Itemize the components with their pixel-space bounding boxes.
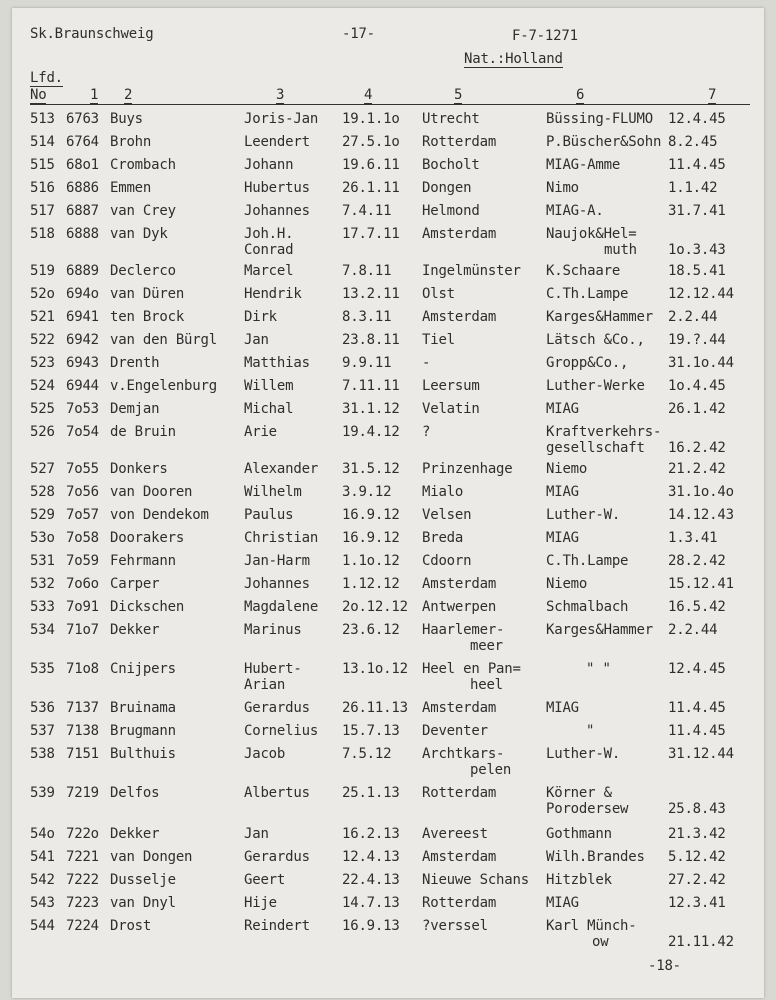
cell-nr: 7o54 — [66, 424, 99, 440]
cell-datum: 31.1o.4o — [668, 484, 734, 500]
cell-vorname: Johann — [244, 157, 294, 173]
cell-lfd: 53o — [30, 530, 55, 546]
cell-vorname: Matthias — [244, 355, 310, 371]
cell-lfd: 527 — [30, 461, 55, 477]
cell-nr: 7o57 — [66, 507, 99, 523]
column-header-lfd: Lfd. — [30, 70, 63, 86]
cell-firma: MIAG — [546, 530, 579, 546]
cell-firma: Gropp&Co., — [546, 355, 629, 371]
cell-nr: 6764 — [66, 134, 99, 150]
cell-lfd: 514 — [30, 134, 55, 150]
cell-nr: 71o7 — [66, 622, 99, 638]
cell-lfd: 532 — [30, 576, 55, 592]
cell-vorname: Alexander — [244, 461, 319, 477]
cell-lfd: 515 — [30, 157, 55, 173]
cell-firma: Hitzblek — [546, 872, 612, 888]
cell-nr: 7221 — [66, 849, 99, 865]
cell-geb: 13.2.11 — [342, 286, 400, 302]
cell-vorname: Albertus — [244, 785, 310, 801]
cell-firma: Luther-W. — [546, 746, 621, 762]
cell-datum: 12.4.45 — [668, 111, 726, 127]
cell-name: van den Bürgl — [110, 332, 217, 348]
cell-lfd: 52o — [30, 286, 55, 302]
cell-geb: 19.1.1o — [342, 111, 400, 127]
cell-name: de Bruin — [110, 424, 176, 440]
cell-datum: 26.1.42 — [668, 401, 726, 417]
cell-lfd: 54o — [30, 826, 55, 842]
cell-lfd: 537 — [30, 723, 55, 739]
cell-firma: C.Th.Lampe — [546, 286, 629, 302]
cell-firma: MIAG — [546, 401, 579, 417]
cell-vorname: Jacob — [244, 746, 286, 762]
cell-vorname: Marinus — [244, 622, 302, 638]
cell-name: Bruinama — [110, 700, 176, 716]
cell-firma2: muth — [604, 242, 637, 258]
cell-ort: Amsterdam — [422, 576, 497, 592]
cell-firma: Karges&Hammer — [546, 622, 653, 638]
cell-datum: 8.2.45 — [668, 134, 718, 150]
cell-vorname: Cornelius — [244, 723, 319, 739]
cell-datum: 27.2.42 — [668, 872, 726, 888]
cell-nr: 68o1 — [66, 157, 99, 173]
cell-vorname: Michal — [244, 401, 294, 417]
cell-geb: 7.4.11 — [342, 203, 392, 219]
cell-ort: Breda — [422, 530, 464, 546]
cell-ort: Antwerpen — [422, 599, 497, 615]
cell-vorname: Paulus — [244, 507, 294, 523]
cell-firma: MIAG-Amme — [546, 157, 621, 173]
cell-vorname: Wilhelm — [244, 484, 302, 500]
cell-geb: 31.1.12 — [342, 401, 400, 417]
cell-vorname: Jan — [244, 826, 269, 842]
cell-datum: 11.4.45 — [668, 157, 726, 173]
cell-datum: 18.5.41 — [668, 263, 726, 279]
footer-next-page: -18- — [648, 958, 681, 974]
cell-name: van Dyk — [110, 226, 168, 242]
cell-firma2: ow — [592, 934, 609, 950]
cell-datum: 12.3.41 — [668, 895, 726, 911]
cell-lfd: 516 — [30, 180, 55, 196]
cell-firma: " " — [586, 661, 611, 677]
cell-ort: ? — [422, 424, 431, 440]
cell-nr: 6889 — [66, 263, 99, 279]
cell-name: van Crey — [110, 203, 176, 219]
cell-vorname: Hendrik — [244, 286, 302, 302]
cell-firma: C.Th.Lampe — [546, 553, 629, 569]
cell-lfd: 535 — [30, 661, 55, 677]
cell-geb: 22.4.13 — [342, 872, 400, 888]
cell-datum: 1.3.41 — [668, 530, 718, 546]
cell-nr: 6888 — [66, 226, 99, 242]
cell-lfd: 525 — [30, 401, 55, 417]
cell-nr: 722o — [66, 826, 99, 842]
cell-nr: 6943 — [66, 355, 99, 371]
cell-datum: 12.12.44 — [668, 286, 734, 302]
cell-datum: 19.?.44 — [668, 332, 726, 348]
cell-nr: 7o59 — [66, 553, 99, 569]
cell-geb: 14.7.13 — [342, 895, 400, 911]
header-nationality: Nat.:Holland — [464, 51, 563, 67]
cell-nr: 6942 — [66, 332, 99, 348]
cell-lfd: 518 — [30, 226, 55, 242]
cell-ort: Heel en Pan= — [422, 661, 521, 677]
cell-geb: 19.4.12 — [342, 424, 400, 440]
cell-name: von Dendekom — [110, 507, 209, 523]
cell-firma: Büssing-FLUMO — [546, 111, 653, 127]
cell-vorname: Reindert — [244, 918, 310, 934]
cell-ort2: heel — [470, 677, 503, 693]
cell-nr: 6763 — [66, 111, 99, 127]
cell-name: v.Engelenburg — [110, 378, 217, 394]
cell-lfd: 524 — [30, 378, 55, 394]
cell-firma: K.Schaare — [546, 263, 621, 279]
document-page — [12, 8, 764, 998]
cell-name: Cnijpers — [110, 661, 176, 677]
cell-datum: 16.5.42 — [668, 599, 726, 615]
cell-firma2: gesellschaft — [546, 440, 645, 456]
header-rule — [30, 104, 750, 105]
cell-datum: 11.4.45 — [668, 723, 726, 739]
cell-name: Drost — [110, 918, 152, 934]
cell-vorname: Johannes — [244, 203, 310, 219]
cell-geb: 1.1o.12 — [342, 553, 400, 569]
cell-vorname: Hubert- — [244, 661, 302, 677]
cell-lfd: 519 — [30, 263, 55, 279]
cell-firma: Luther-Werke — [546, 378, 645, 394]
cell-vorname2: Arian — [244, 677, 286, 693]
column-header-6: 6 — [576, 87, 585, 103]
cell-firma: Körner & — [546, 785, 612, 801]
cell-firma: Wilh.Brandes — [546, 849, 645, 865]
cell-geb: 7.5.12 — [342, 746, 392, 762]
cell-nr: 7223 — [66, 895, 99, 911]
cell-nr: 71o8 — [66, 661, 99, 677]
cell-geb: 1.12.12 — [342, 576, 400, 592]
cell-geb: 26.1.11 — [342, 180, 400, 196]
cell-name: Carper — [110, 576, 160, 592]
cell-firma: MIAG — [546, 484, 579, 500]
cell-nr: 7o91 — [66, 599, 99, 615]
cell-datum: 28.2.42 — [668, 553, 726, 569]
cell-ort: Cdoorn — [422, 553, 472, 569]
cell-datum: 15.12.41 — [668, 576, 734, 592]
cell-datum: 21.11.42 — [668, 934, 734, 950]
column-header-1: 1 — [90, 87, 99, 103]
cell-nr: 694o — [66, 286, 99, 302]
cell-nr: 7o6o — [66, 576, 99, 592]
cell-name: van Dooren — [110, 484, 193, 500]
cell-nr: 7137 — [66, 700, 99, 716]
cell-ort: ?verssel — [422, 918, 488, 934]
cell-name: Brugmann — [110, 723, 176, 739]
header-camp: Sk.Braunschweig — [30, 26, 154, 42]
cell-firma: Kraftverkehrs- — [546, 424, 662, 440]
cell-ort: Olst — [422, 286, 455, 302]
cell-geb: 2o.12.12 — [342, 599, 408, 615]
cell-name: Dickschen — [110, 599, 185, 615]
cell-datum: 2.2.44 — [668, 622, 718, 638]
cell-datum: 1o.3.43 — [668, 242, 726, 258]
cell-nr: 6886 — [66, 180, 99, 196]
cell-vorname2: Conrad — [244, 242, 294, 258]
cell-geb: 15.7.13 — [342, 723, 400, 739]
cell-lfd: 534 — [30, 622, 55, 638]
cell-firma: Lätsch &Co., — [546, 332, 645, 348]
cell-datum: 31.7.41 — [668, 203, 726, 219]
cell-name: Fehrmann — [110, 553, 176, 569]
cell-firma: Gothmann — [546, 826, 612, 842]
cell-name: van Dnyl — [110, 895, 176, 911]
cell-lfd: 543 — [30, 895, 55, 911]
cell-geb: 16.9.12 — [342, 530, 400, 546]
cell-geb: 12.4.13 — [342, 849, 400, 865]
cell-vorname: Johannes — [244, 576, 310, 592]
cell-ort: Rotterdam — [422, 895, 497, 911]
cell-name: van Dongen — [110, 849, 193, 865]
cell-geb: 16.9.12 — [342, 507, 400, 523]
cell-datum: 31.12.44 — [668, 746, 734, 762]
cell-geb: 8.3.11 — [342, 309, 392, 325]
cell-name: Crombach — [110, 157, 176, 173]
cell-lfd: 529 — [30, 507, 55, 523]
cell-name: Dekker — [110, 622, 160, 638]
cell-lfd: 513 — [30, 111, 55, 127]
cell-lfd: 542 — [30, 872, 55, 888]
cell-vorname: Gerardus — [244, 700, 310, 716]
cell-geb: 7.11.11 — [342, 378, 400, 394]
cell-firma2: Porodersew — [546, 801, 629, 817]
cell-vorname: Jan-Harm — [244, 553, 310, 569]
cell-ort: Archtkars- — [422, 746, 505, 762]
column-header-no: No — [30, 87, 47, 103]
column-header-7: 7 — [708, 87, 717, 103]
cell-firma: Naujok&Hel= — [546, 226, 637, 242]
cell-lfd: 539 — [30, 785, 55, 801]
cell-firma: Nimo — [546, 180, 579, 196]
cell-vorname: Arie — [244, 424, 277, 440]
cell-nr: 7219 — [66, 785, 99, 801]
cell-ort: Dongen — [422, 180, 472, 196]
header-page-number: -17- — [342, 26, 375, 42]
cell-ort: Helmond — [422, 203, 480, 219]
cell-ort: Velsen — [422, 507, 472, 523]
cell-ort: Rotterdam — [422, 785, 497, 801]
cell-nr: 7o55 — [66, 461, 99, 477]
cell-vorname: Geert — [244, 872, 286, 888]
cell-geb: 13.1o.12 — [342, 661, 408, 677]
cell-ort2: meer — [470, 638, 503, 654]
cell-lfd: 517 — [30, 203, 55, 219]
cell-datum: 31.1o.44 — [668, 355, 734, 371]
cell-vorname: Hubertus — [244, 180, 310, 196]
cell-ort: Utrecht — [422, 111, 480, 127]
cell-ort: Amsterdam — [422, 700, 497, 716]
cell-vorname: Willem — [244, 378, 294, 394]
cell-nr: 7o53 — [66, 401, 99, 417]
cell-name: van Düren — [110, 286, 185, 302]
cell-ort: Leersum — [422, 378, 480, 394]
cell-geb: 16.2.13 — [342, 826, 400, 842]
cell-nr: 7224 — [66, 918, 99, 934]
cell-vorname: Leendert — [244, 134, 310, 150]
cell-nr: 6941 — [66, 309, 99, 325]
cell-lfd: 536 — [30, 700, 55, 716]
cell-name: Dusselje — [110, 872, 176, 888]
cell-geb: 23.6.12 — [342, 622, 400, 638]
cell-datum: 14.12.43 — [668, 507, 734, 523]
cell-name: Drenth — [110, 355, 160, 371]
cell-ort: Velatin — [422, 401, 480, 417]
cell-ort: Tiel — [422, 332, 455, 348]
cell-datum: 16.2.42 — [668, 440, 726, 456]
cell-datum: 1.1.42 — [668, 180, 718, 196]
cell-geb: 9.9.11 — [342, 355, 392, 371]
cell-geb: 23.8.11 — [342, 332, 400, 348]
cell-vorname: Gerardus — [244, 849, 310, 865]
cell-datum: 21.3.42 — [668, 826, 726, 842]
cell-geb: 3.9.12 — [342, 484, 392, 500]
cell-lfd: 541 — [30, 849, 55, 865]
cell-ort: Amsterdam — [422, 226, 497, 242]
cell-ort: Deventer — [422, 723, 488, 739]
cell-lfd: 523 — [30, 355, 55, 371]
cell-vorname: Joris-Jan — [244, 111, 319, 127]
cell-vorname: Christian — [244, 530, 319, 546]
cell-ort: Rotterdam — [422, 134, 497, 150]
cell-datum: 12.4.45 — [668, 661, 726, 677]
cell-vorname: Joh.H. — [244, 226, 294, 242]
cell-lfd: 531 — [30, 553, 55, 569]
cell-nr: 7151 — [66, 746, 99, 762]
cell-geb: 25.1.13 — [342, 785, 400, 801]
cell-vorname: Hije — [244, 895, 277, 911]
cell-lfd: 521 — [30, 309, 55, 325]
cell-geb: 7.8.11 — [342, 263, 392, 279]
cell-nr: 7138 — [66, 723, 99, 739]
cell-ort: Mialo — [422, 484, 464, 500]
cell-firma: P.Büscher&Sohn — [546, 134, 662, 150]
cell-vorname: Magdalene — [244, 599, 319, 615]
cell-firma: Karl Münch- — [546, 918, 637, 934]
cell-geb: 16.9.13 — [342, 918, 400, 934]
cell-nr: 7o56 — [66, 484, 99, 500]
cell-firma: Karges&Hammer — [546, 309, 653, 325]
cell-ort: Amsterdam — [422, 849, 497, 865]
cell-geb: 26.11.13 — [342, 700, 408, 716]
cell-vorname: Marcel — [244, 263, 294, 279]
cell-lfd: 533 — [30, 599, 55, 615]
header-reference: F-7-1271 — [512, 28, 578, 44]
cell-ort: Bocholt — [422, 157, 480, 173]
cell-lfd: 528 — [30, 484, 55, 500]
cell-vorname: Dirk — [244, 309, 277, 325]
cell-geb: 27.5.1o — [342, 134, 400, 150]
cell-lfd: 538 — [30, 746, 55, 762]
column-header-3: 3 — [276, 87, 285, 103]
cell-firma: MIAG — [546, 895, 579, 911]
cell-datum: 1o.4.45 — [668, 378, 726, 394]
column-header-2: 2 — [124, 87, 133, 103]
cell-firma: Luther-W. — [546, 507, 621, 523]
cell-nr: 6887 — [66, 203, 99, 219]
cell-geb: 17.7.11 — [342, 226, 400, 242]
cell-name: Emmen — [110, 180, 152, 196]
cell-ort: Amsterdam — [422, 309, 497, 325]
cell-ort: - — [422, 355, 431, 371]
cell-name: Donkers — [110, 461, 168, 477]
cell-firma: MIAG-A. — [546, 203, 604, 219]
cell-datum: 25.8.43 — [668, 801, 726, 817]
cell-datum: 21.2.42 — [668, 461, 726, 477]
cell-ort2: pelen — [470, 762, 512, 778]
cell-name: ten Brock — [110, 309, 185, 325]
cell-datum: 11.4.45 — [668, 700, 726, 716]
cell-geb: 31.5.12 — [342, 461, 400, 477]
cell-ort: Prinzenhage — [422, 461, 513, 477]
cell-firma: Niemo — [546, 576, 588, 592]
cell-nr: 7o58 — [66, 530, 99, 546]
cell-nr: 7222 — [66, 872, 99, 888]
cell-firma: Schmalbach — [546, 599, 629, 615]
cell-datum: 2.2.44 — [668, 309, 718, 325]
cell-name: Declerco — [110, 263, 176, 279]
cell-firma: " — [586, 723, 595, 739]
cell-datum: 5.12.42 — [668, 849, 726, 865]
cell-nr: 6944 — [66, 378, 99, 394]
cell-firma: MIAG — [546, 700, 579, 716]
cell-geb: 19.6.11 — [342, 157, 400, 173]
cell-name: Delfos — [110, 785, 160, 801]
cell-ort: Haarlemer- — [422, 622, 505, 638]
cell-firma: Niemo — [546, 461, 588, 477]
cell-ort: Nieuwe Schans — [422, 872, 529, 888]
cell-name: Demjan — [110, 401, 160, 417]
column-header-5: 5 — [454, 87, 463, 103]
cell-name: Dekker — [110, 826, 160, 842]
cell-name: Bulthuis — [110, 746, 176, 762]
cell-lfd: 526 — [30, 424, 55, 440]
cell-lfd: 522 — [30, 332, 55, 348]
cell-lfd: 544 — [30, 918, 55, 934]
cell-vorname: Jan — [244, 332, 269, 348]
column-header-4: 4 — [364, 87, 373, 103]
cell-name: Brohn — [110, 134, 152, 150]
cell-ort: Ingelmünster — [422, 263, 521, 279]
cell-ort: Avereest — [422, 826, 488, 842]
cell-name: Buys — [110, 111, 143, 127]
cell-name: Doorakers — [110, 530, 185, 546]
